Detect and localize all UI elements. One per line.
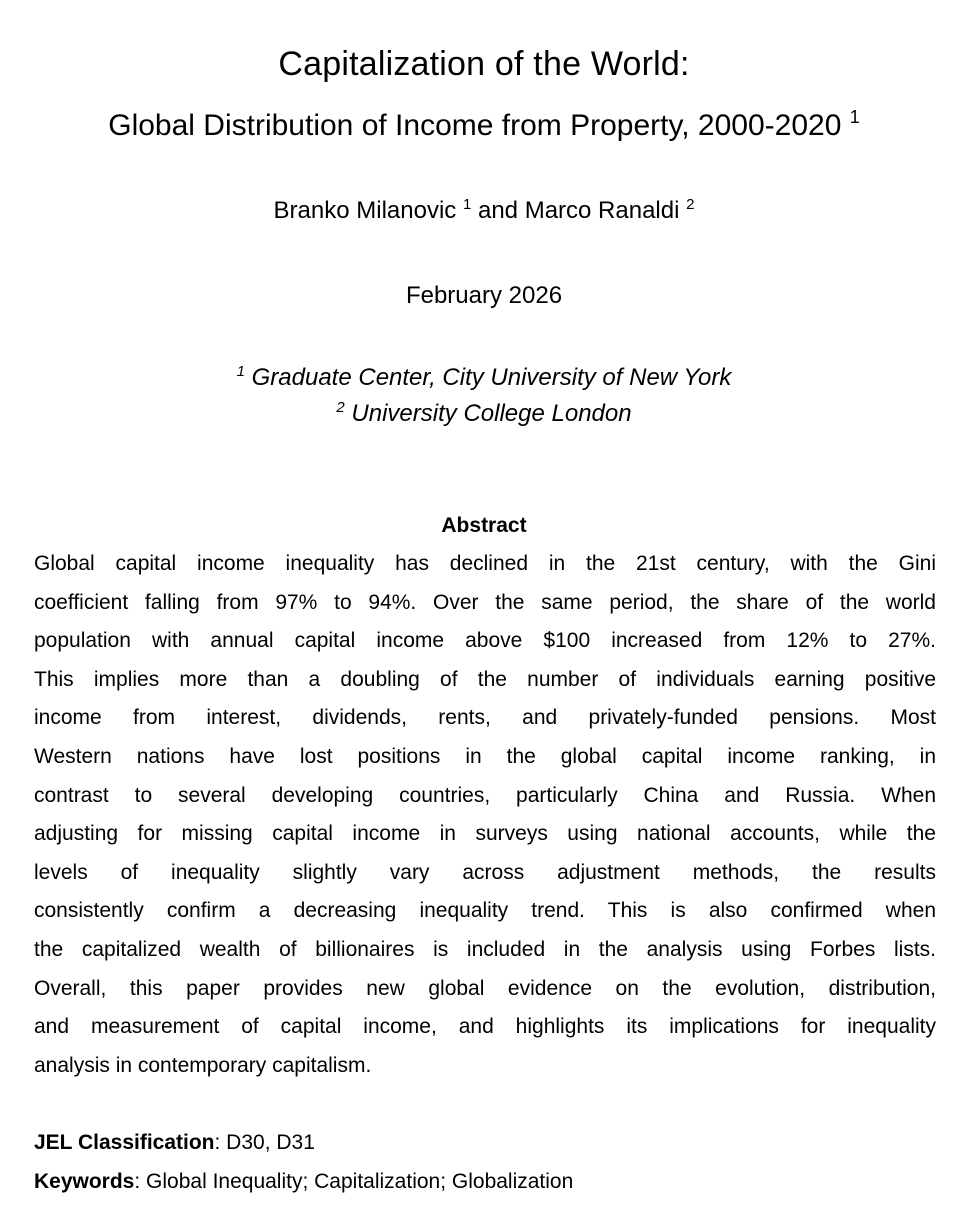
title-line-1: Capitalization of the World:	[278, 45, 690, 83]
authors-conjunction: and	[477, 197, 519, 224]
paper-subtitle	[0, 106, 968, 146]
abstract-line: Western nations have lost positions in the global capital income ranking, in	[34, 744, 936, 768]
abstract-line: Overall, this paper provides new global evidence on the evolution, distribution,	[34, 976, 936, 1000]
jel-label: JEL Classification	[34, 1131, 215, 1154]
keywords-list: : Global Inequality; Capitalization; Globalization	[134, 1170, 574, 1193]
author-affiliation-mark: 2	[686, 196, 695, 213]
abstract-line: coefficient falling from 97% to 94%. Over the same period, the share of the world	[34, 590, 936, 614]
abstract-line: the capitalized wealth of billionaires is included in the analysis using Forbes lists.	[34, 937, 936, 961]
abstract-line: adjusting for missing capital income in surveys using national accounts, while the	[34, 822, 936, 846]
abstract-line: Global capital income inequality has declined in the 21st century, with the Gini	[34, 552, 936, 575]
affiliation	[0, 361, 968, 395]
author-name: Marco Ranaldi	[524, 197, 680, 224]
abstract-line: consistently confirm a decreasing inequality trend. This is also confirmed when	[34, 899, 936, 923]
author-name: Branko Milanovic	[273, 197, 457, 224]
keywords	[34, 1167, 573, 1197]
date-text: February 2026	[405, 282, 563, 309]
abstract-line: levels of inequality slightly vary across adjustment methods, the results	[34, 860, 936, 884]
abstract-line: contrast to several developing countries, particularly China and Russia. When	[34, 783, 936, 807]
paper-title	[0, 42, 968, 86]
abstract-heading-text: Abstract	[441, 514, 527, 537]
abstract-line: population with annual capital income above $100 increased from 12% to 27%.	[34, 629, 936, 653]
title-footnote-mark[interactable]: 1	[849, 107, 860, 127]
abstract-line: and measurement of capital income, and highlights its implications for inequality	[34, 1015, 936, 1039]
affiliation-name: Graduate Center, City University of New York	[251, 364, 732, 391]
affiliation-mark: 2	[336, 399, 345, 416]
abstract-line: analysis in contemporary capitalism.	[34, 1053, 372, 1077]
keywords-label: Keywords	[34, 1170, 135, 1193]
affiliation-name: University College London	[351, 400, 632, 427]
title-line-2: Global Distribution of Income from Property, 2000-2020	[108, 109, 842, 142]
abstract-line: income from interest, dividends, rents, and privately-funded pensions. Most	[34, 706, 936, 730]
affiliation	[0, 397, 968, 431]
author-affiliation-mark: 1	[462, 196, 472, 213]
jel-codes: : D30, D31	[214, 1131, 315, 1154]
abstract-body	[34, 547, 936, 1087]
jel-classification	[34, 1128, 315, 1158]
publication-date	[0, 279, 968, 313]
abstract-line: This implies more than a doubling of the number of individuals earning positive	[34, 667, 936, 691]
abstract-heading	[0, 511, 968, 541]
affiliation-mark: 1	[236, 363, 245, 380]
author-list	[0, 194, 968, 228]
